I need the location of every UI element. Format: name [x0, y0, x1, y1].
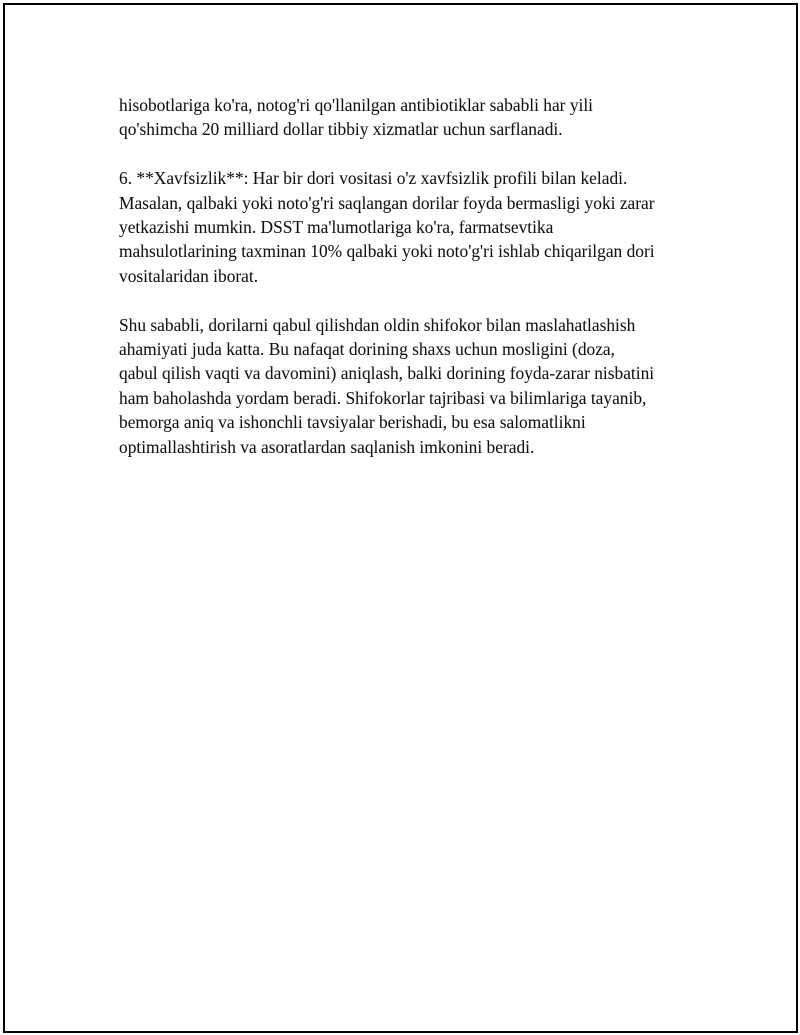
text-line: hisobotlariga ko'ra, notog'ri qo'llanilgan antibiotiklar sababli har yili	[119, 95, 594, 115]
text-line: qabul qilish vaqti va davomini) aniqlash, balki dorining foyda-zarar nisbatini	[119, 363, 655, 384]
text-line: mahsulotlarining taxminan 10% qalbaki yoki noto'g'ri ishlab chiqarilgan dori	[119, 241, 655, 262]
text-line: bemorga aniq va ishonchli tavsiyalar berishadi, bu esa salomatlikni	[119, 412, 586, 433]
text-line: optimallashtirish va asoratlardan saqlanish imkonini beradi.	[119, 436, 535, 457]
document-page	[3, 3, 798, 1033]
text-line: yetkazishi mumkin. DSST ma'lumotlariga ko'ra, farmatsevtika	[119, 217, 554, 238]
paragraph-antibiotic-costs	[119, 93, 699, 142]
text-line: Shu sababli, dorilarni qabul qilishdan oldin shifokor bilan maslahatlashish	[119, 314, 636, 335]
text-line: vositalaridan iborat.	[119, 265, 259, 286]
document-body	[119, 93, 699, 483]
text-line: ahamiyati juda katta. Bu nafaqat dorining shaxs uchun mosligini (doza,	[119, 339, 615, 360]
paragraph-safety	[119, 166, 699, 288]
text-line: ham baholashda yordam beradi. Shifokorlar tajribasi va bilimlariga tayanib,	[119, 387, 647, 408]
text-line: Masalan, qalbaki yoki noto'g'ri saqlangan dorilar foyda bermasligi yoki zarar	[119, 192, 655, 213]
paragraph-conclusion	[119, 313, 699, 459]
text-line: 6. **Xavfsizlik**: Har bir dori vositasi o'z xavfsizlik profili bilan keladi.	[119, 168, 628, 189]
text-line: qo'shimcha 20 milliard dollar tibbiy xizmatlar uchun sarflanadi.	[119, 119, 563, 140]
